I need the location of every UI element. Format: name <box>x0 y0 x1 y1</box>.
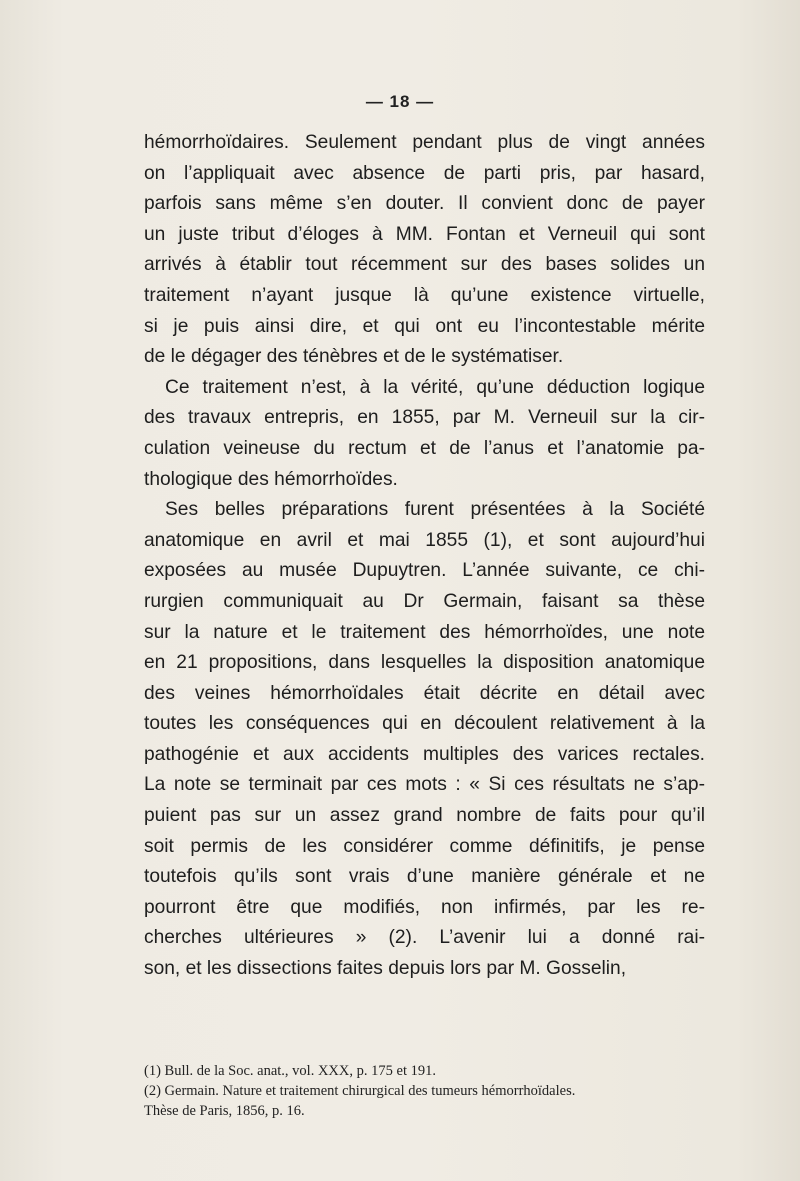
text-line: thologique des hémorrhoïdes. <box>144 468 398 490</box>
footnotes <box>144 1061 705 1121</box>
text-line: La note se terminait par ces mots : « Si ces résultats ne s’ap- <box>144 774 705 796</box>
text-line: pathogénie et aux accidents multiples des varices rectales. <box>144 743 705 765</box>
text-line: des travaux entrepris, en 1855, par M. Verneuil sur la cir- <box>144 407 705 429</box>
text-line: son, et les dissections faites depuis lors par M. Gosselin, <box>144 958 627 980</box>
text-line: pourront être que modifiés, non infirmés, par les re- <box>144 896 705 918</box>
text-line: toutefois qu’ils sont vrais d’une manière générale et ne <box>144 866 705 888</box>
text-line: toutes les conséquences qui en découlent relativement à la <box>144 713 705 735</box>
text-line: on l’appliquait avec absence de parti pris, par hasard, <box>144 162 705 184</box>
text-line: sur la nature et le traitement des hémorrhoïdes, une note <box>144 621 705 643</box>
text-line: culation veineuse du rectum et de l’anus et l’anatomie pa- <box>144 437 705 459</box>
text-line: exposées au musée Dupuytren. L’année suivante, ce chi- <box>144 560 705 582</box>
text-line: parfois sans même s’en douter. Il convient donc de payer <box>144 193 705 215</box>
text-line: en 21 propositions, dans lesquelles la disposition anatomique <box>144 652 705 674</box>
text-line: puient pas sur un assez grand nombre de faits pour qu’il <box>144 805 705 827</box>
text-line: arrivés à établir tout récemment sur des bases solides un <box>144 254 705 276</box>
text-line: Ce traitement n’est, à la vérité, qu’une déduction logique <box>165 376 705 398</box>
page-number: — 18 — <box>365 92 435 111</box>
footnote-2: (2) Germain. Nature et traitement chirurgical des tumeurs hémorrhoïdales. <box>144 1083 576 1099</box>
text-line: un juste tribut d’éloges à MM. Fontan et Verneuil qui sont <box>144 223 705 245</box>
text-line: soit permis de les considérer comme définitifs, je pense <box>144 835 705 857</box>
text-line: traitement n’ayant jusque là qu’une existence virtuelle, <box>144 284 705 306</box>
text-line: Ses belles préparations furent présentées à la Société <box>165 499 705 521</box>
text-line: cherches ultérieures » (2). L’avenir lui a donné rai- <box>144 927 705 949</box>
body-text <box>144 128 705 985</box>
footnote-1: (1) Bull. de la Soc. anat., vol. XXX, p. 175 et 191. <box>144 1063 436 1079</box>
text-line: anatomique en avril et mai 1855 (1), et sont aujourd’hui <box>144 529 705 551</box>
text-line: des veines hémorrhoïdales était décrite en détail avec <box>144 682 705 704</box>
text-line: si je puis ainsi dire, et qui ont eu l’incontestable mérite <box>144 315 705 337</box>
text-line: de le dégager des ténèbres et de le systématiser. <box>144 346 564 368</box>
text-line: rurgien communiquait au Dr Germain, faisant sa thèse <box>144 590 705 612</box>
text-line: hémorrhoïdaires. Seulement pendant plus de vingt années <box>144 132 705 153</box>
footnote-2-continued: Thèse de Paris, 1856, p. 16. <box>144 1103 305 1119</box>
